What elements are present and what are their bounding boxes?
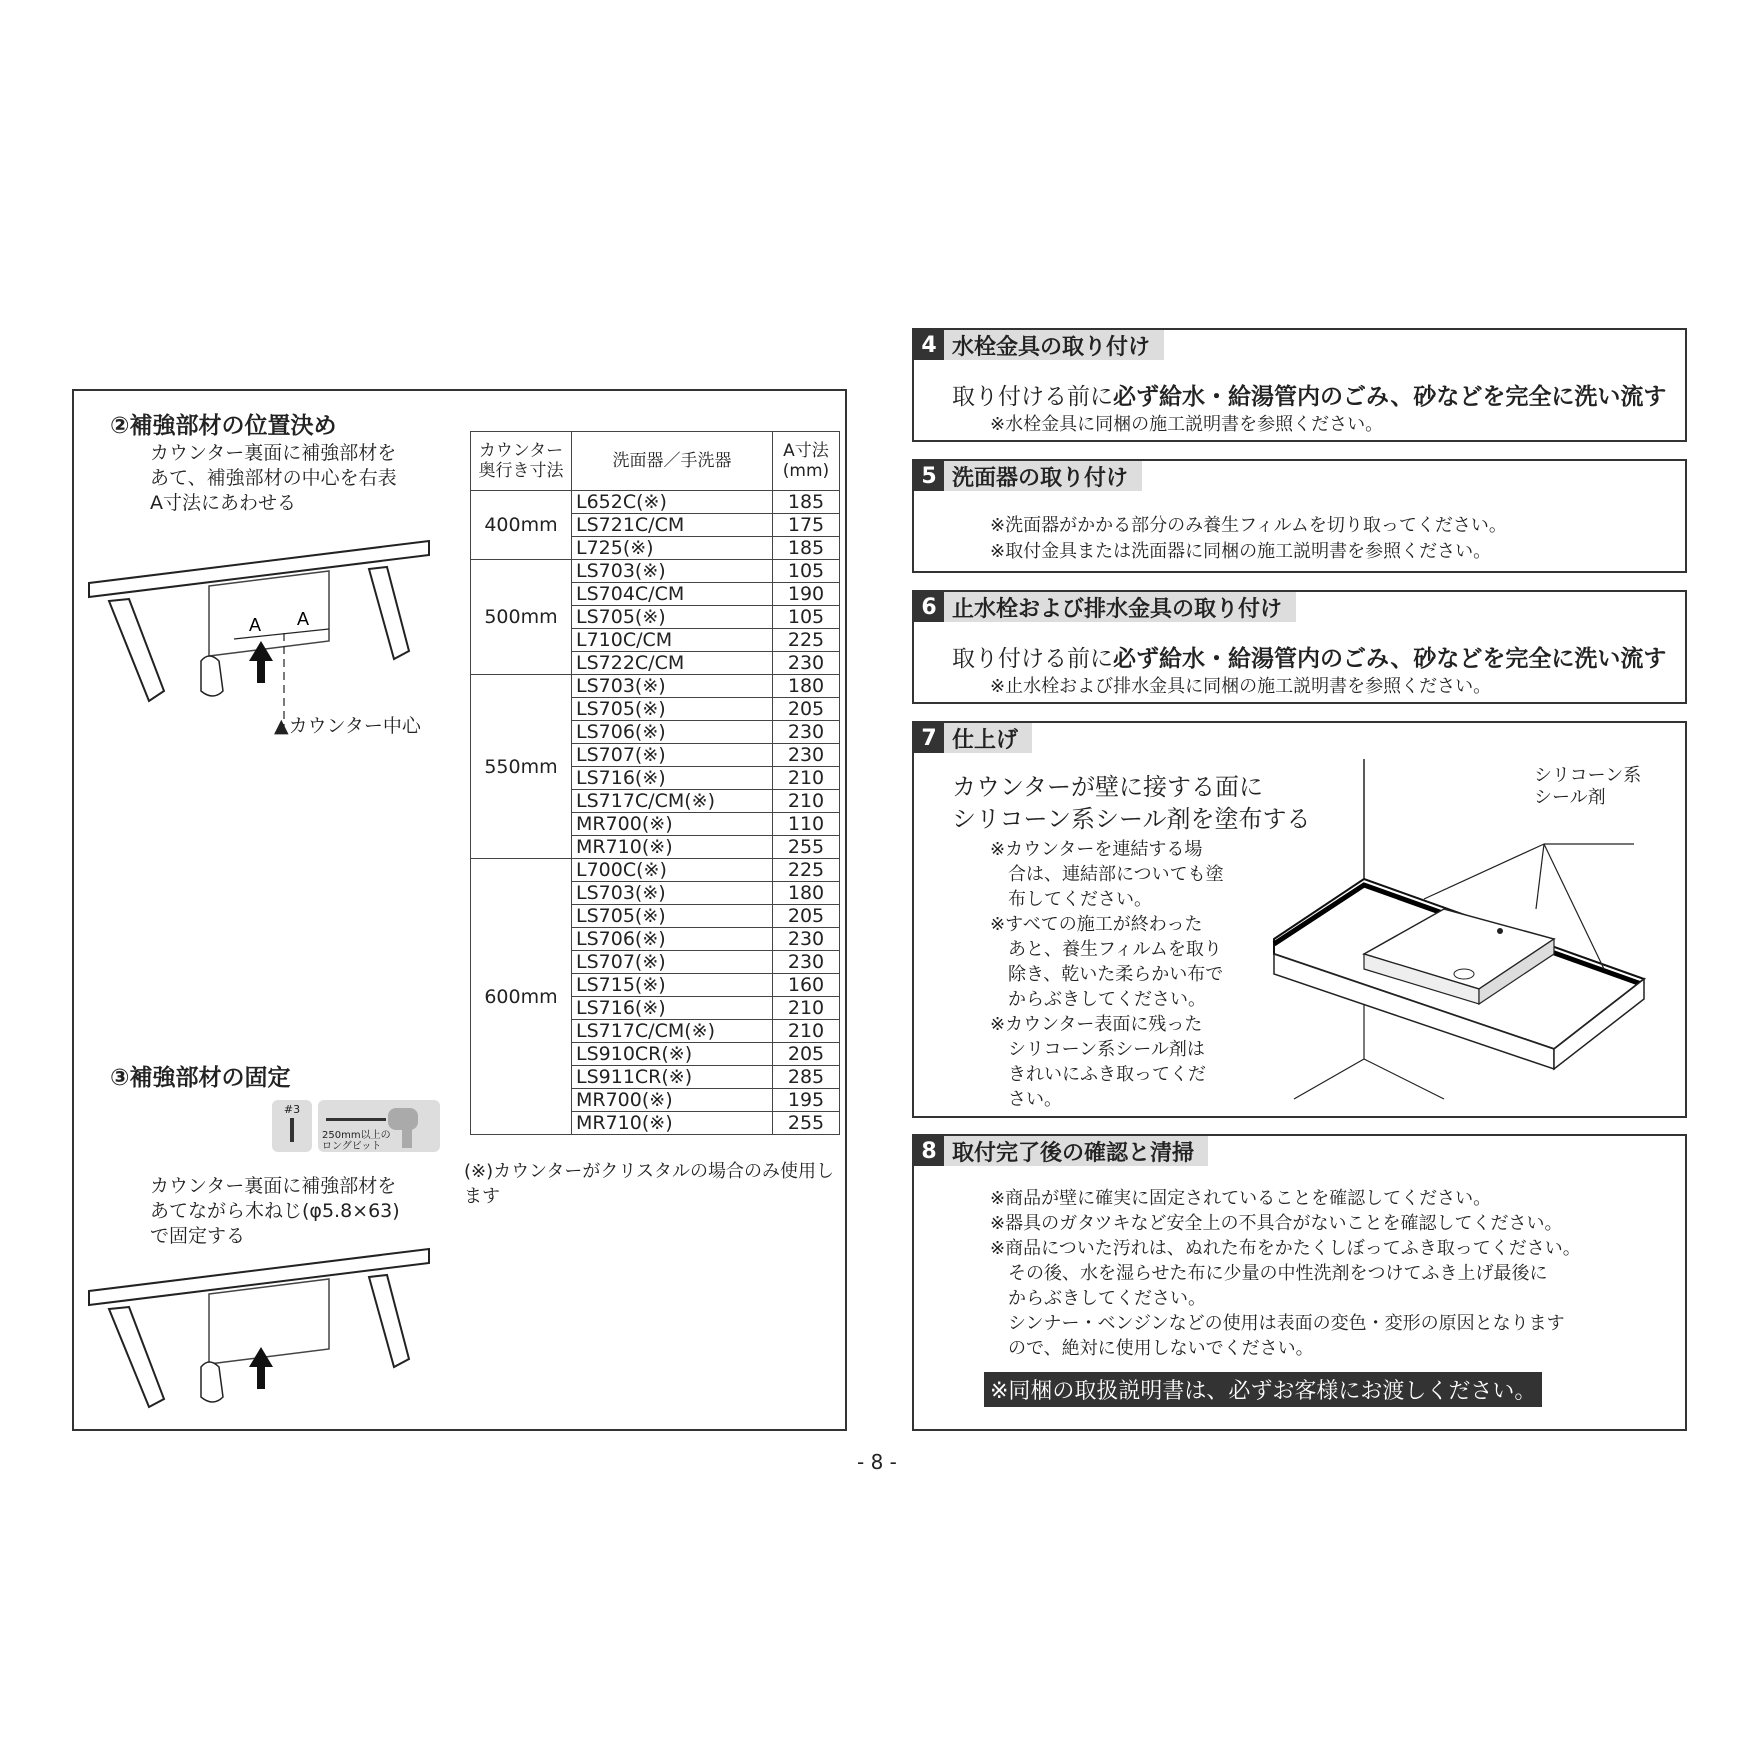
model-cell: LS717C/CM(※) xyxy=(572,790,773,813)
section-5-title: 洗面器の取り付け xyxy=(952,465,1129,491)
a-value-cell: 105 xyxy=(773,560,840,583)
counter-sealant-illustration xyxy=(1274,759,1684,1109)
model-cell: L652C(※) xyxy=(572,491,773,514)
note-line: ※すべての施工が終わった xyxy=(990,914,1203,935)
model-cell: MR700(※) xyxy=(572,1089,773,1112)
a-value-cell: 210 xyxy=(773,1020,840,1043)
note-line: ※器具のガタツキなど安全上の不具合がないことを確認してください。 xyxy=(990,1213,1563,1234)
note-line: ※カウンター表面に残った xyxy=(990,1014,1203,1035)
a-value-cell: 255 xyxy=(773,836,840,859)
a-value-cell: 230 xyxy=(773,951,840,974)
note-line: あと、養生フィルムを取り xyxy=(990,939,1222,960)
model-cell: LS703(※) xyxy=(572,882,773,905)
model-cell: LS707(※) xyxy=(572,951,773,974)
sealant-callout: シリコーン系 シール剤 xyxy=(1534,765,1642,808)
label-a-2: A xyxy=(297,609,310,629)
a-value-cell: 210 xyxy=(773,767,840,790)
model-cell: LS705(※) xyxy=(572,905,773,928)
model-cell: LS715(※) xyxy=(572,974,773,997)
note-line: からぶきしてください。 xyxy=(990,989,1206,1010)
model-cell: LS706(※) xyxy=(572,928,773,951)
section-4-title: 水栓金具の取り付け xyxy=(952,334,1151,360)
model-cell: LS910CR(※) xyxy=(572,1043,773,1066)
a-value-cell: 110 xyxy=(773,813,840,836)
section-8 xyxy=(912,1134,1687,1431)
table-row xyxy=(471,491,840,514)
section-7-title: 仕上げ xyxy=(952,727,1019,753)
model-cell: MR710(※) xyxy=(572,836,773,859)
a-value-cell: 175 xyxy=(773,514,840,537)
table-row xyxy=(471,675,840,698)
a-value-cell: 230 xyxy=(773,744,840,767)
reinforcement-board xyxy=(209,571,329,656)
section-7-number: 7 xyxy=(914,723,944,753)
model-cell: LS721C/CM xyxy=(572,514,773,537)
a-value-cell: 160 xyxy=(773,974,840,997)
model-cell: LS716(※) xyxy=(572,997,773,1020)
hand-icon xyxy=(201,656,223,696)
customer-notice: ※同梱の取扱説明書は、必ずお客様にお渡しください。 xyxy=(984,1372,1542,1407)
left-panel xyxy=(72,389,847,1431)
section-6-number: 6 xyxy=(914,592,944,622)
depth-cell: 400mm xyxy=(471,491,572,560)
section-4-header xyxy=(914,330,1164,360)
section-5-number: 5 xyxy=(914,461,944,491)
model-cell: MR710(※) xyxy=(572,1112,773,1135)
model-cell: LS703(※) xyxy=(572,675,773,698)
a-value-cell: 205 xyxy=(773,698,840,721)
table-footnote: (※)カウンターがクリスタルの場合のみ使用します xyxy=(464,1161,835,1207)
note-line: シリコーン系シール剤は xyxy=(990,1039,1205,1060)
section-8-lines xyxy=(990,1186,1581,1361)
depth-cell: 500mm xyxy=(471,560,572,675)
section-7-header xyxy=(914,723,1032,753)
section-4-note: ※水栓金具に同梱の施工説明書を参照ください。 xyxy=(990,414,1384,435)
note-line: 布してください。 xyxy=(990,889,1152,910)
step2-title: ②補強部材の位置決め xyxy=(110,413,337,439)
model-cell: LS705(※) xyxy=(572,698,773,721)
a-value-cell: 230 xyxy=(773,928,840,951)
section-8-number: 8 xyxy=(914,1136,944,1166)
model-cell: L725(※) xyxy=(572,537,773,560)
a-value-cell: 185 xyxy=(773,537,840,560)
section-7-notes xyxy=(990,837,1224,1112)
a-value-cell: 285 xyxy=(773,1066,840,1089)
section-8-title: 取付完了後の確認と清掃 xyxy=(952,1140,1195,1166)
note-line: その後、水を湿らせた布に少量の中性洗剤をつけてふき上げ最後に xyxy=(990,1263,1548,1284)
a-dimension-table xyxy=(470,431,840,1135)
note-line: シンナー・ベンジンなどの使用は表面の変色・変形の原因となります xyxy=(990,1313,1565,1334)
model-cell: LS722C/CM xyxy=(572,652,773,675)
reinforcement-fix-illustration xyxy=(89,1249,429,1409)
model-cell: LS706(※) xyxy=(572,721,773,744)
model-cell: L700C(※) xyxy=(572,859,773,882)
a-value-cell: 180 xyxy=(773,675,840,698)
section-8-header xyxy=(914,1136,1208,1166)
col-model-header: 洗面器／手洗器 xyxy=(572,432,773,491)
section-5 xyxy=(912,459,1687,573)
section-5-note-2: ※取付金具または洗面器に同梱の施工説明書を参照ください。 xyxy=(990,541,1492,562)
model-cell: L710C/CM xyxy=(572,629,773,652)
note-line: ので、絶対に使用しないでください。 xyxy=(990,1338,1314,1359)
bracket-left xyxy=(109,599,164,701)
section-5-note-1: ※洗面器がかかる部分のみ養生フィルムを切り取ってください。 xyxy=(990,515,1507,536)
a-value-cell: 105 xyxy=(773,606,840,629)
page-number: - 8 - xyxy=(857,1450,897,1474)
counter-center-label: ▲カウンター中心 xyxy=(274,715,421,737)
hand-icon xyxy=(201,1362,223,1402)
note-line: からぶきしてください。 xyxy=(990,1288,1206,1309)
model-cell: LS911CR(※) xyxy=(572,1066,773,1089)
model-cell: LS717C/CM(※) xyxy=(572,1020,773,1043)
drill-icon: 250mm以上の ロングビット xyxy=(318,1100,440,1152)
a-value-cell: 205 xyxy=(773,905,840,928)
step2-desc: カウンター裏面に補強部材を あて、補強部材の中心を右表 A寸法にあわせる xyxy=(150,442,397,514)
section-7-lead: カウンターが壁に接する面に シリコーン系シール剤を塗布する xyxy=(952,773,1311,833)
step3-desc: カウンター裏面に補強部材を あてながら木ねじ(φ5.8×63) で固定する xyxy=(150,1175,400,1247)
note-line: ※カウンターを連結する場 xyxy=(990,839,1203,860)
note-line: 合は、連結部についても塗 xyxy=(990,864,1224,885)
section-6-line1: 取り付ける前に必ず給水・給湯管内のごみ、砂などを完全に洗い流す xyxy=(952,646,1667,672)
model-cell: LS707(※) xyxy=(572,744,773,767)
model-cell: LS716(※) xyxy=(572,767,773,790)
model-cell: LS703(※) xyxy=(572,560,773,583)
a-value-cell: 210 xyxy=(773,790,840,813)
model-cell: MR700(※) xyxy=(572,813,773,836)
a-value-cell: 180 xyxy=(773,882,840,905)
section-7 xyxy=(912,721,1687,1118)
a-value-cell: 210 xyxy=(773,997,840,1020)
a-value-cell: 205 xyxy=(773,1043,840,1066)
a-value-cell: 185 xyxy=(773,491,840,514)
reinforcement-position-illustration xyxy=(89,541,429,741)
section-6-header xyxy=(914,592,1296,622)
a-value-cell: 225 xyxy=(773,629,840,652)
model-cell: LS704C/CM xyxy=(572,583,773,606)
bracket-right xyxy=(369,567,409,659)
a-value-cell: 230 xyxy=(773,652,840,675)
section-6-title: 止水栓および排水金具の取り付け xyxy=(952,596,1283,622)
section-5-header xyxy=(914,461,1142,491)
a-value-cell: 195 xyxy=(773,1089,840,1112)
a-value-cell: 190 xyxy=(773,583,840,606)
section-4 xyxy=(912,328,1687,442)
depth-cell: 550mm xyxy=(471,675,572,859)
a-value-cell: 225 xyxy=(773,859,840,882)
note-line: さい。 xyxy=(990,1089,1062,1110)
depth-cell: 600mm xyxy=(471,859,572,1135)
note-line: 除き、乾いた柔らかい布で xyxy=(990,964,1224,985)
note-line: ※商品が壁に確実に固定されていることを確認してください。 xyxy=(990,1188,1492,1209)
section-6-note: ※止水栓および排水金具に同梱の施工説明書を参照ください。 xyxy=(990,676,1492,697)
note-line: ※商品についた汚れは、ぬれた布をかたくしぼってふき取ってください。 xyxy=(990,1238,1581,1259)
a-value-cell: 255 xyxy=(773,1112,840,1135)
note-line: きれいにふき取ってくだ xyxy=(990,1064,1206,1085)
col-a-header: A寸法 (mm) xyxy=(773,432,840,491)
section-4-line1: 取り付ける前に必ず給水・給湯管内のごみ、砂などを完全に洗い流す xyxy=(952,384,1667,410)
table-row xyxy=(471,859,840,882)
table-row xyxy=(471,560,840,583)
section-4-number: 4 xyxy=(914,330,944,360)
model-cell: LS705(※) xyxy=(572,606,773,629)
step3-title: ③補強部材の固定 xyxy=(110,1065,291,1091)
label-a-1: A xyxy=(249,615,262,635)
section-6 xyxy=(912,590,1687,704)
a-value-cell: 230 xyxy=(773,721,840,744)
bit-icon: #3 xyxy=(272,1100,312,1152)
col-depth-header: カウンター 奥行き寸法 xyxy=(471,432,572,491)
